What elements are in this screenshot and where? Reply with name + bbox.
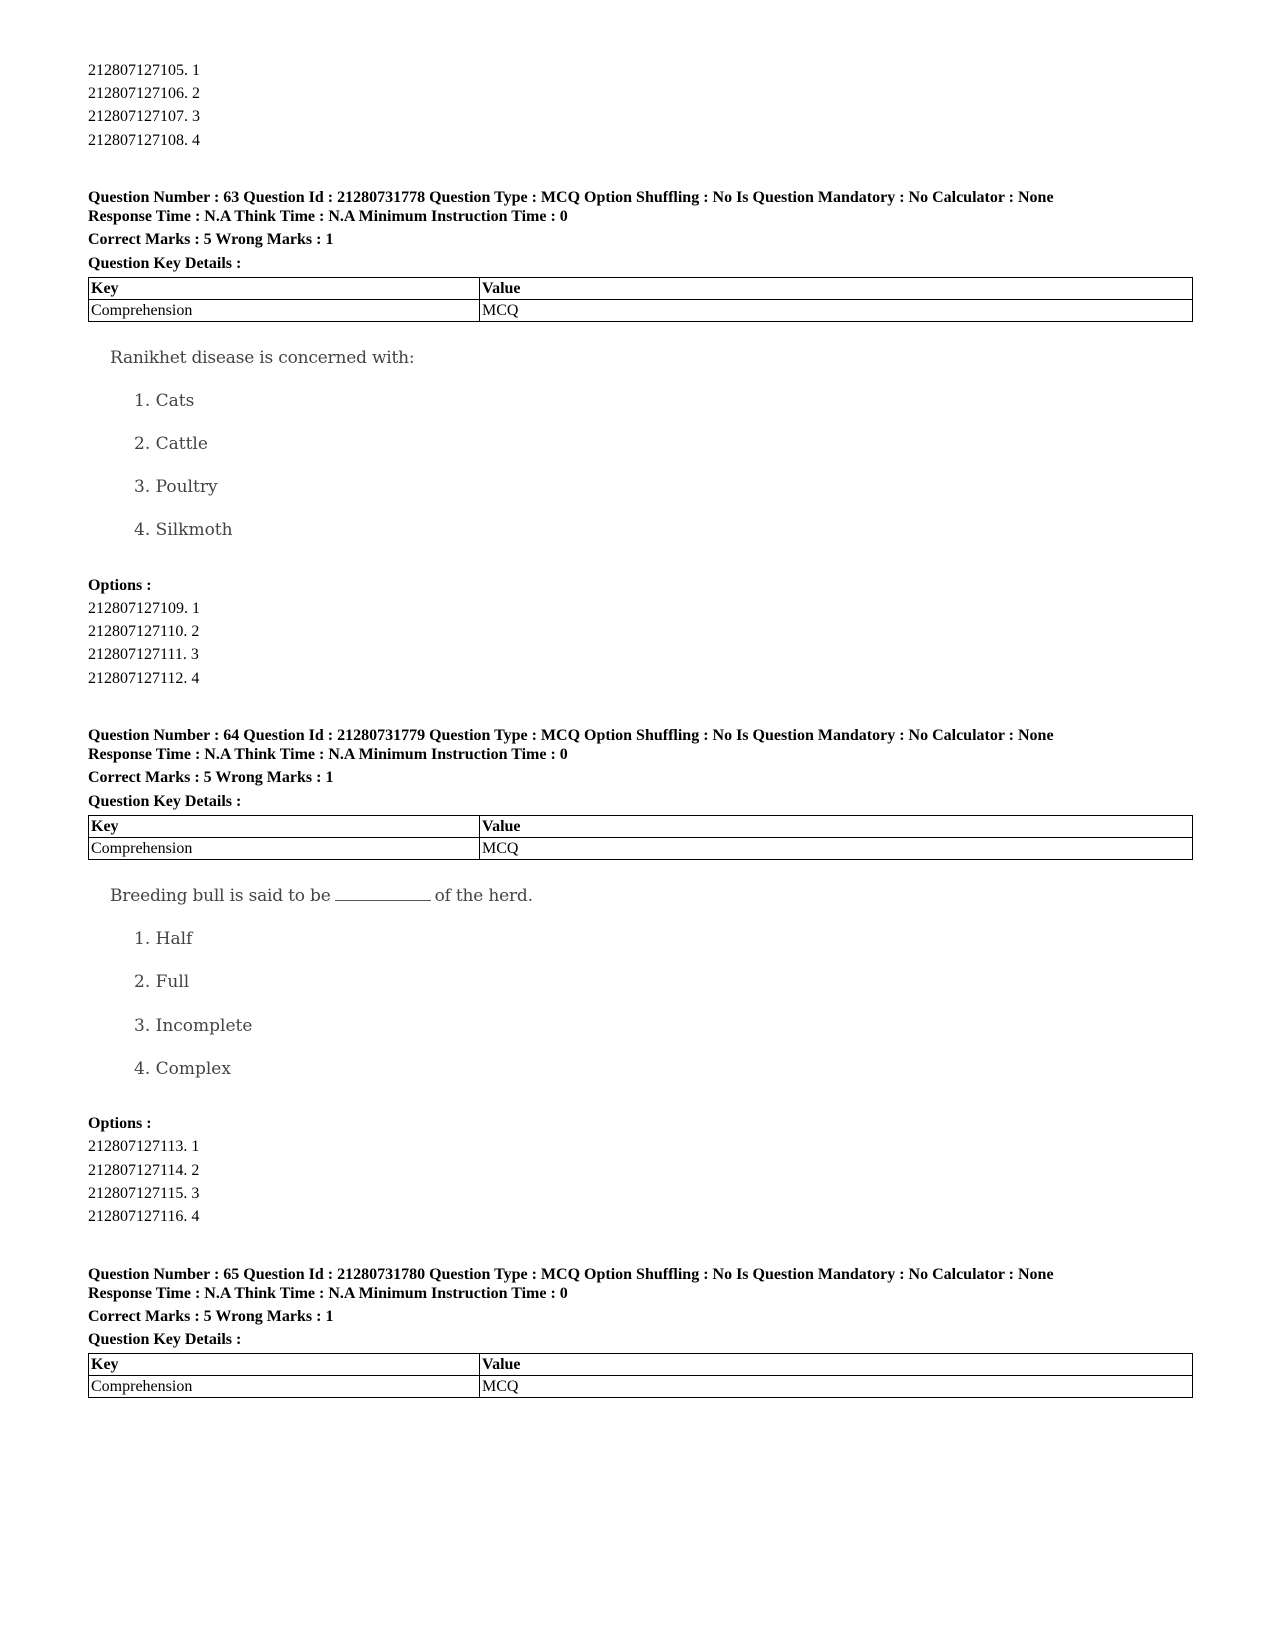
key-cell: Comprehension	[89, 1376, 480, 1398]
value-header: Value	[480, 278, 1193, 300]
option-line: 212807127105. 1	[88, 62, 200, 79]
question-stem	[110, 886, 533, 906]
question-header: Question Number : 64 Question Id : 21280731779 Question Type : MCQ Option Shuffling : No Is Question Mandatory : No Calculator : None	[88, 727, 1054, 744]
option-line: 212807127108. 4	[88, 132, 200, 149]
option-line: 212807127106. 2	[88, 85, 200, 102]
key-cell: Comprehension	[89, 300, 480, 322]
value-cell: MCQ	[480, 300, 1193, 322]
key-details-table	[88, 1353, 1193, 1398]
question-marks: Correct Marks : 5 Wrong Marks : 1	[88, 769, 334, 786]
key-details-label: Question Key Details :	[88, 255, 242, 272]
table-row	[89, 1376, 1193, 1398]
table-header-row	[89, 1354, 1193, 1376]
choice-item: 4. Complex	[134, 1059, 231, 1079]
option-line: 212807127110. 2	[88, 623, 200, 640]
question-timing: Response Time : N.A Think Time : N.A Minimum Instruction Time : 0	[88, 1285, 568, 1302]
choice-item: 1. Cats	[134, 391, 195, 411]
question-header: Question Number : 63 Question Id : 21280731778 Question Type : MCQ Option Shuffling : No Is Question Mandatory : No Calculator : None	[88, 189, 1054, 206]
value-header: Value	[480, 1354, 1193, 1376]
question-timing: Response Time : N.A Think Time : N.A Minimum Instruction Time : 0	[88, 746, 568, 763]
option-line: 212807127107. 3	[88, 108, 200, 125]
table-header-row	[89, 278, 1193, 300]
table-header-row	[89, 816, 1193, 838]
option-line: 212807127109. 1	[88, 600, 200, 617]
option-line: 212807127111. 3	[88, 646, 199, 663]
question-timing: Response Time : N.A Think Time : N.A Minimum Instruction Time : 0	[88, 208, 568, 225]
option-line: 212807127116. 4	[88, 1208, 200, 1225]
option-line: 212807127114. 2	[88, 1162, 200, 1179]
question-marks: Correct Marks : 5 Wrong Marks : 1	[88, 1308, 334, 1325]
key-header: Key	[89, 1354, 480, 1376]
choice-item: 3. Incomplete	[134, 1016, 253, 1036]
stem-before-blank: Breeding bull is said to be	[110, 886, 331, 906]
key-details-table	[88, 277, 1193, 322]
key-details-label: Question Key Details :	[88, 1331, 242, 1348]
value-cell: MCQ	[480, 838, 1193, 860]
table-row	[89, 300, 1193, 322]
options-label: Options :	[88, 1115, 152, 1132]
value-header: Value	[480, 816, 1193, 838]
value-cell: MCQ	[480, 1376, 1193, 1398]
choice-item: 2. Full	[134, 972, 190, 992]
key-header: Key	[89, 816, 480, 838]
question-header: Question Number : 65 Question Id : 21280731780 Question Type : MCQ Option Shuffling : No Is Question Mandatory : No Calculator : None	[88, 1266, 1054, 1283]
choice-item: 3. Poultry	[134, 477, 218, 497]
choice-item: 1. Half	[134, 929, 193, 949]
option-line: 212807127112. 4	[88, 670, 200, 687]
choice-item: 4. Silkmoth	[134, 520, 233, 540]
stem-after-blank: of the herd.	[434, 886, 533, 906]
key-header: Key	[89, 278, 480, 300]
fill-in-blank	[335, 888, 431, 901]
question-marks: Correct Marks : 5 Wrong Marks : 1	[88, 231, 334, 248]
key-cell: Comprehension	[89, 838, 480, 860]
option-line: 212807127113. 1	[88, 1138, 200, 1155]
options-label: Options :	[88, 577, 152, 594]
key-details-table	[88, 815, 1193, 860]
table-row	[89, 838, 1193, 860]
key-details-label: Question Key Details :	[88, 793, 242, 810]
question-stem: Ranikhet disease is concerned with:	[110, 348, 415, 368]
choice-item: 2. Cattle	[134, 434, 208, 454]
option-line: 212807127115. 3	[88, 1185, 200, 1202]
